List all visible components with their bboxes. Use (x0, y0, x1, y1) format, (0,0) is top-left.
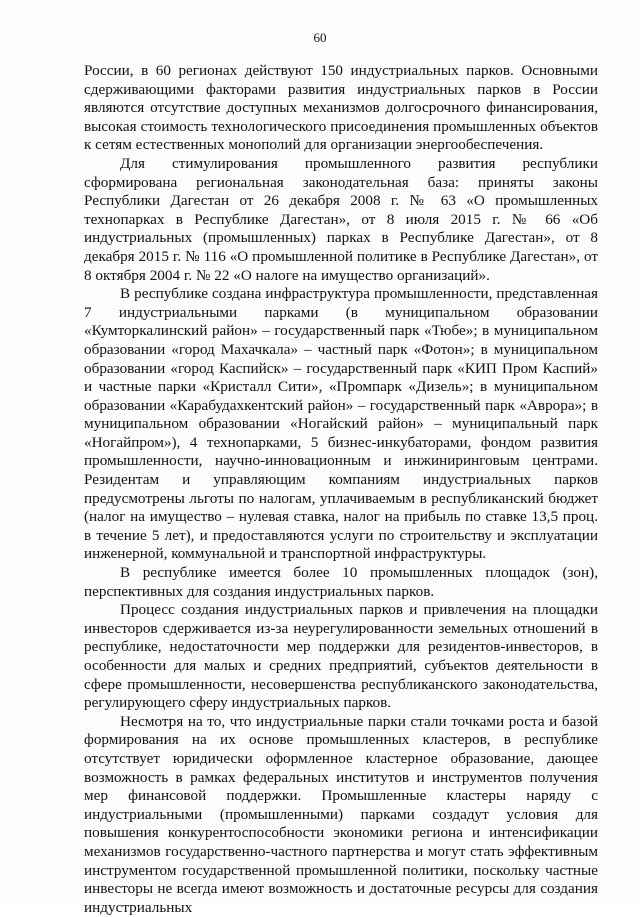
paragraph-6: Несмотря на то, что индустриальные парки стали точками роста и базой формирования на их основе промышленных кластеров, в республике отсутствует юридически оформленное кластерное образование, дающее возможность в рамках федеральных институтов и инструментов получения мер финансовой поддержки. Промышленные кластеры наряду с индустриальными (промышленными) парками создадут условия для повышения конкурентоспособности экономики региона и интенсификации механизмов государственно-частного партнерства и могут стать эффективным инструментом государственной промышленной политики, поскольку частные инвесторы не всегда имеют возможность и достаточные ресурсы для создания индустриальных (84, 712, 598, 916)
page-number: 60 (313, 30, 327, 45)
document-body (84, 62, 598, 917)
paragraph-2: Для стимулирования промышленного развития республики сформирована региональная законодательная база: приняты законы Республики Дагестан от 26 декабря 2008 г. № 63 «О промышленных технопарках в Республике Дагестан», от 8 июля 2015 г. № 66 «Об индустриальных (промышленных) парках в Республике Дагестан», от 8 декабря 2015 г. № 116 «О промышленной политике в Республике Дагестан», от 8 октября 2004 г. № 22 «О налоге на имущество организаций». (84, 154, 598, 284)
paragraph-5: Процесс создания индустриальных парков и привлечения на площадки инвесторов сдерживается из-за неурегулированности земельных отношений в республике, недостаточности мер поддержки для резидентов-инвесторов, в особенности для малых и средних предприятий, субъектов деятельности в сфере промышленности, несовершенства республиканского законодательства, регулирующего сферу индустриальных парков. (84, 601, 598, 712)
paragraph-3: В республике создана инфраструктура промышленности, представленная 7 индустриальными парками (в муниципальном образовании «Кумторкалинский район» – государственный парк «Тюбе»; в муниципальном образовании «город Махачкала» – частный парк «Фотон»; в муниципальном образовании «город Каспийск» – государственный парк «КИП Пром Каспий» и частные парки «Кристалл Сити», «Промпарк «Дизель»; в муниципальном образовании «Карабудахкентский район» – государственный парк «Аврора»; в муниципальном образовании «Ногайский район» – муниципальный парк «Ногайпром»), 4 технопарками, 5 бизнес-инкубаторами, фондом развития промышленности, научно-инновационным и инжиниринговым центрами. Резидентам и управляющим компаниям индустриальных парков предусмотрены льготы по налогам, уплачиваемым в республиканский бюджет (налог на имущество – нулевая ставка, налог на прибыль по ставке 13,5 проц. в течение 5 лет), и предоставляются услуги по строительству и эксплуатации инженерной, коммунальной и транспортной инфраструктуры. (84, 285, 598, 563)
paragraph-1: России, в 60 регионах действуют 150 индустриальных парков. Основными сдерживающими факторами развития индустриальных парков в России являются отсутствие доступных механизмов долгосрочного финансирования, высокая стоимость технологического присоединения промышленных объектов к сетям естественных монополий для организации энергообеспечения. (84, 62, 598, 154)
paragraph-4: В республике имеется более 10 промышленных площадок (зон), перспективных для создания индустриальных парков. (84, 564, 598, 600)
